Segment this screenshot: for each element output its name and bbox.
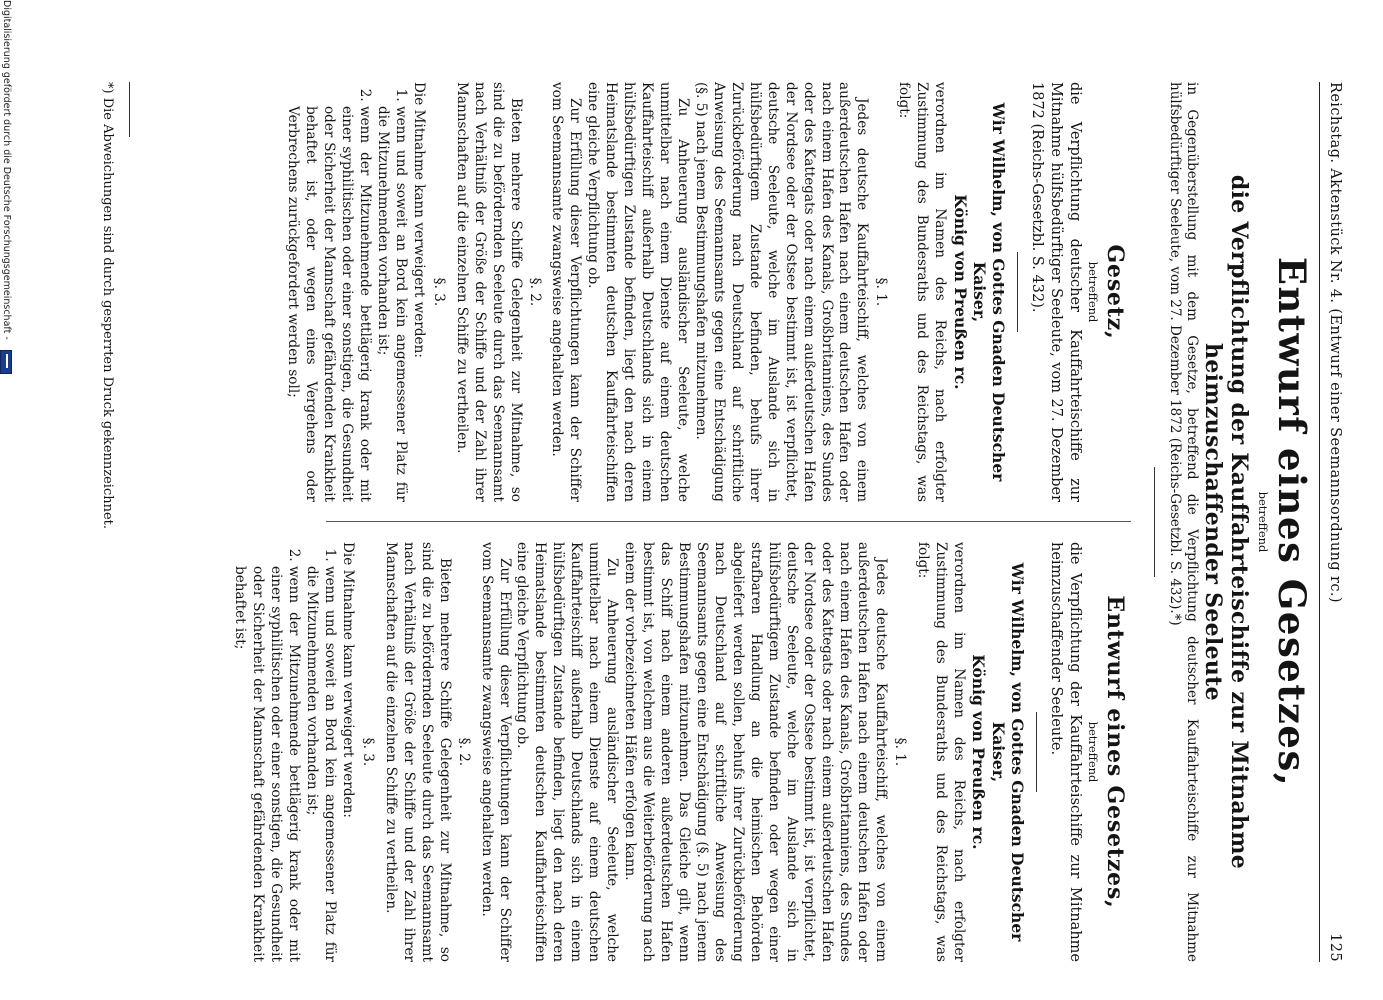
left-section-1-para-2: Zu Anheuerung ausländischer Seeleute, welche unmittelbar nach einem Dienste auf einem deutschen Kauffahrteischiff außerhalb Deutschlands sich in einem hülfsbedürftigen Zustande befinden, liegt den nach deren Heimatslande bestimmten deutschen Kauffahrteischiffen eine gleiche Verpflichtung ob. [585, 82, 692, 502]
right-enacting-clause: verordnen im Namen des Reichs, nach erfolgter Zustimmung des Bundesraths und des Reichstags, was folgt: [915, 542, 967, 962]
left-section-3-list [283, 82, 409, 502]
right-section-1-para-1: Jedes deutsche Kauffahrteischiff, welches von einem außerdeutschen Hafen nach einem deutschen Hafen oder nach einem Hafen des Kanals, Großbritanniens, des Sundes oder des Kattegats oder nach einem außerdeutschen Hafen der Nordsee oder der Ostsee bestimmt ist, ist verpflichtet, deutsche Seeleute, welche im Auslande sich in hülfsbedürftigem Zustande befinden oder wegen einer strafbaren Handlung an die heimischen Behörden abgeliefert werden sollen, behufs ihrer Zurückbeförderung nach Deutschland auf schriftliche Anweisung des Seemannsamts gegen eine Entschädigung (§. 5) nach jenem Bestimmungshafen mitzunehmen. Das Gleiche gilt, wenn das Schiff nach einem anderen außerdeutschen Hafen bestimmt ist, von welchem aus die Weiterbeförderung nach einem der vorbezeichneten Häfen erfolgen kann. [622, 542, 890, 962]
dfg-logo [1, 350, 13, 374]
left-section-1-para-3: Zur Erfüllung dieser Verpflichtungen kann der Schiffer vom Seemannsamte zwangsweise angehalten werden. [549, 82, 584, 502]
right-section-3-lead: Die Mitnahme kann verweigert werden: [340, 542, 357, 818]
page-title: Entwurf eines Gesetzes, [1270, 256, 1314, 788]
right-section-1-para-2: Zu Anheuerung ausländischer Seeleute, welche unmittelbar nach einem Dienste auf einem deutschen Kauffahrteischiff außerhalb Deutschlands sich in einem hülfsbedürftigen Zustande befinden, liegt den nach deren Heimatslande bestimmten deutschen Kauffahrteischiffen eine gleiche Verpflichtung ob. [514, 542, 621, 962]
right-section-2-heading: §. 2. [455, 737, 472, 767]
list-item: 1. wenn und soweit an Bord kein angemessener Platz für die Mitzunehmenden vorhanden ist; [302, 566, 338, 962]
running-header [1327, 82, 1343, 962]
title-divider [1154, 467, 1155, 577]
list-item: 2. wenn der Mitzunehmende bettlägerig krank oder mit einer syphilitischen oder einer sonstigen, die Gesundheit oder Sicherheit der Mannschaft gefährdenden Krankheit behaftet ist; [230, 566, 302, 962]
left-monarch-line-2: König von Preußen rc. [950, 194, 970, 390]
right-section-1-heading: §. 1. [892, 737, 909, 767]
column-divider [326, 521, 1131, 522]
right-title: Entwurf eines Gesetzes, [1102, 595, 1128, 909]
right-monarch-line-2: König von Preußen rc. [969, 654, 989, 850]
title-subject: die Verpflichtung der Kauffahrteischiffe zur Mitnahme heimzuschaffender Seeleute [1200, 174, 1253, 870]
page-number: 125 [1327, 933, 1343, 962]
right-section-1-para-3: Zur Erfüllung dieser Verpflichtungen kann der Schiffer vom Seemannsamte zwangsweise angehalten werden. [478, 542, 513, 962]
right-section-3-heading: §. 3. [359, 737, 376, 767]
left-section-1-para-1: Jedes deutsche Kauffahrteischiff, welches von einem außerdeutschen Hafen nach einem deutschen Hafen oder nach einem Hafen des Kanals, Großbritanniens, des Sundes oder des Kattegats oder nach einem außerdeutschen Hafen der Nordsee oder der Ostsee bestimmt ist, ist verpflichtet, deutsche Seeleute, welche im Auslande sich in hülfsbedürftigem Zustande befinden, behufs ihrer Zurückbeförderung nach Deutschland auf schriftliche Anweisung des Seemannsamts gegen eine Entschädigung (§. 5) nach jenem Bestimmungshafen mitzunehmen. [692, 82, 871, 502]
left-section-2-heading: §. 2. [526, 277, 543, 307]
left-section-2-para-1: Bieten mehrere Schiffe Gelegenheit zur Mitnahme, so sind die zu befördernden Seeleute durch das Seemannsamt nach Verhältniß der Größe der Schiffe und der Zahl ihrer Mannschaften auf die einzelnen Schiffe zu vertheilen. [453, 82, 524, 502]
right-subject: die Verpflichtung der Kauffahrteischiffe zur Mitnahme heimzuschaffender Seeleute. [1047, 542, 1083, 962]
footnote-rule [129, 82, 130, 137]
left-column-existing-law [283, 82, 1131, 502]
header-rule [1319, 82, 1320, 962]
list-item: 1. wenn und soweit an Bord kein angemessener Platz für die Mitzunehmenden vorhanden ist; [373, 106, 409, 502]
left-betreffend: betreffend [1085, 261, 1100, 323]
title-betreffend: betreffend [1256, 491, 1271, 553]
scan-notice [0, 0, 13, 1000]
scan-notice-text: Digitalisierung gefördert durch die Deutsche Forschungsgemeinschaft - [1, 0, 12, 340]
left-title: Gesetz, [1102, 244, 1128, 340]
right-section-2-para-1: Bieten mehrere Schiffe Gelegenheit zur Mitnahme, so sind die zu befördernden Seeleute durch das Seemannsamt nach Verhältniß der Größe der Schiffe und der Zahl ihrer Mannschaften auf die einzelnen Schiffe zu vertheilen. [382, 542, 453, 962]
left-section-3-lead: Die Mitnahme kann verweigert werden: [410, 82, 427, 358]
left-section-3-heading: §. 3. [430, 277, 447, 307]
left-divider [1017, 252, 1018, 332]
header-title: Reichstag. Aktenstück Nr. 4. (Entwurf einer Seemannsordnung rc.) [1327, 82, 1343, 603]
title-intro: in Gegenüberstellung mit dem Gesetze, betreffend die Verpflichtung deutscher Kauffahrteischiffe zur Mitnahme hülfsbedürftiger Seeleute, vom 27. Dezember 1872 (Reichs-Gesetzbl. S. 432).*) [1166, 82, 1201, 962]
right-divider [1036, 712, 1037, 792]
left-subject: die Verpflichtung deutscher Kauffahrteischiffe zur Mitnahme hülfsbedürftiger Seeleute, vom 27. Dezember 1872 (Reichs-Gesetzbl. S. 432). [1029, 82, 1083, 502]
right-monarch-line-1: Wir Wilhelm, von Gottes Gnaden Deutscher Kaiser, [988, 562, 1028, 942]
right-column-draft-law [230, 542, 1131, 962]
right-section-3-list [230, 542, 338, 962]
document-title-block [1154, 82, 1314, 962]
left-monarch-line-1: Wir Wilhelm, von Gottes Gnaden Deutscher Kaiser, [969, 102, 1009, 482]
left-section-1-heading: §. 1. [873, 277, 890, 307]
right-betreffend: betreffend [1085, 721, 1100, 783]
left-enacting-clause: verordnen im Namen des Reichs, nach erfolgter Zustimmung des Bundesraths und des Reichstags, was folgt: [896, 82, 949, 502]
list-item: 2. wenn der Mitzunehmende bettlägerig krank oder mit einer syphilitischen oder einer sonstigen, die Gesundheit oder Sicherheit der Mannschaft gefährdenden Krankheit behaftet ist, oder wegen eines Vergehens oder Verbrechens zurückgefordert werden soll; [283, 106, 373, 502]
footnote: *) Die Abweichungen sind durch gesperrten Druck gekennzeichnet. [100, 82, 115, 530]
